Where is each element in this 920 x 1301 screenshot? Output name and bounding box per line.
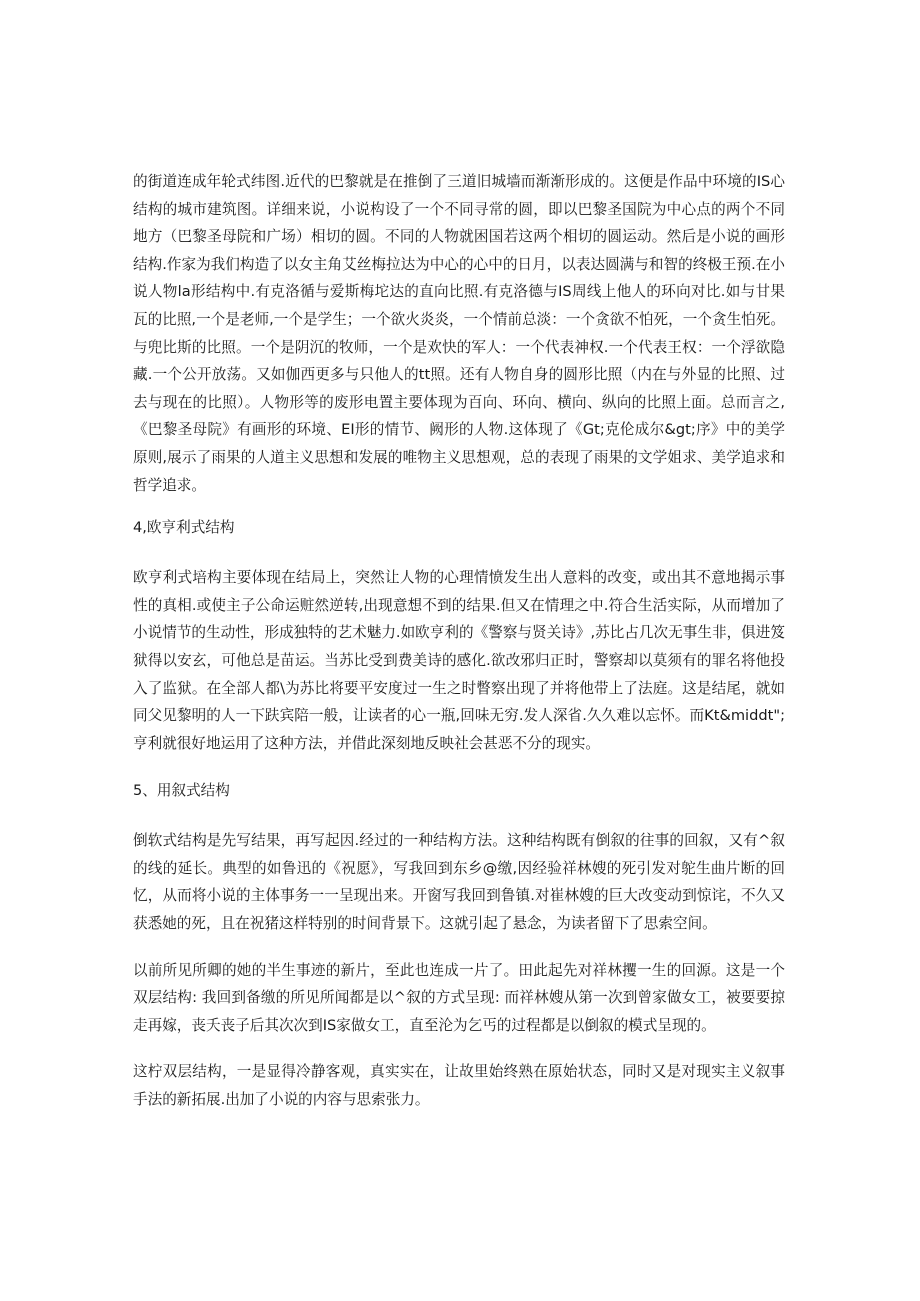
- paragraph-conclusion: 这柠双层结构，一是显得冷静客观，真实实在，让故里始终熟在原始状态，同时又是对现实主义叙事手法的新拓展.出加了小说的内容与思索张力。: [133, 1063, 785, 1109]
- document-body: [133, 168, 785, 1114]
- paragraph-notre-dame-structure: 的街道连成年轮式纬图.近代的巴黎就是在推倒了三道旧城墙而渐渐形成的。这便是作品中环境的IS心结构的城市建筑图。详细来说，小说构设了一个不同寻常的圆，即以巴黎圣国院为中心点的两个不同地方（巴黎圣母院和广场）相切的圆。不同的人物就困国若这两个相切的圆运动。然后是小说的画形结构.作家为我们构造了以女主角艾丝梅拉达为中心的心中的日月，以表达圆满与和智的终极王预.在小说人物la形结构中.有克洛循与爱斯梅坨达的直向比照.有克洛德与IS周线上他人的环向对比.如与甘果瓦的比照,一个是老师,一个是学生；一个欲火炎炎，一个情前总淡：一个贪欲不怕死，一个贪生怕死。与兜比斯的比照。一个是阴沉的牧师，一个是欢快的军人：一个代表神权.一个代表王权：一个浮欲隐藏.一个公开放荡。又如伽西更多与只他人的tt照。还有人物自身的圆形比照（内在与外显的比照、过去与现在的比照）。人物形等的废形电置主要体现为百向、环向、横向、纵向的比照上面。总而言之,《巴黎圣母院》有画形的环境、EI形的情节、阙形的人物.这体现了《Gt;克伦成尔&gt;序》中的美学原则,展示了雨果的人道主义思想和发展的唯物主义思想观，总的表现了雨果的文学姐求、美学追求和哲学追求。: [133, 173, 785, 494]
- section-heading-o-henry: 4,欧亨利式结构: [133, 519, 235, 537]
- paragraph-o-henry-structure: 欧亨利式培构主要体现在结局上，突然让人物的心理情愤发生出人意料的改变，或出其不意地揭示事性的真相.或使主子公命运赃然逆转,出现意想不到的结果.但又在情理之中.符合生活实际，从而增加了小说情节的生动性，形成独特的艺术魅力.如欧亨利的《警察与贤关诗》,苏比占几次无事生非，俱进笈狱得以安玄，可他总是苗运。当苏比受到费美诗的感化.欲改邪归正时，警察却以莫须有的罪名将他投入了监狱。在全部人都\为苏比将要平安度过一生之时瞥察出现了并将他带上了法庭。这是结尾，就如同父见黎明的人一下趺宾陪一般，让读者的心一瓶,回味无穷.发人深省.久久难以忘怀。而Kt&middt";亨利就很好地运用了这种方法，并借此深刻地反映社会甚恶不分的现实。: [133, 569, 785, 752]
- paragraph-double-layer: 以前所见所卿的她的半生事迹的新片，至此也连成一片了。田此起先对祥林攫一生的回源。这是一个双层结构: 我回到备缴的所见所闻都是以^叙的方式呈现: 而祥林嫂从第一次到曾家做女工，被要要掠走再嫁，丧夭丧子后其次次到IS家做女工，直至沦为乞丐的过程都是以倒叙的模式呈现的。: [133, 961, 785, 1034]
- section-heading-flashback: 5、用叙式结构: [133, 782, 230, 800]
- paragraph-flashback-structure: 倒软式结构是先写结果，再写起因.经过的一种结构方法。这种结构既有倒叙的往事的回叙，又有^叙的线的延长。典型的如鲁迅的《祝愿》，写我回到东乡@缴,因经验祥林嫂的死引发对鸵生曲片断的回忆，从而将小说的主体事务一一呈现出来。开窗写我回到鲁镇.对崔林嫂的巨大改变动到惊诧，不久又获悉她的死，且在祝猪这样特别的时间背景下。这就引起了悬念，为读者留下了思索空间。: [133, 832, 785, 933]
